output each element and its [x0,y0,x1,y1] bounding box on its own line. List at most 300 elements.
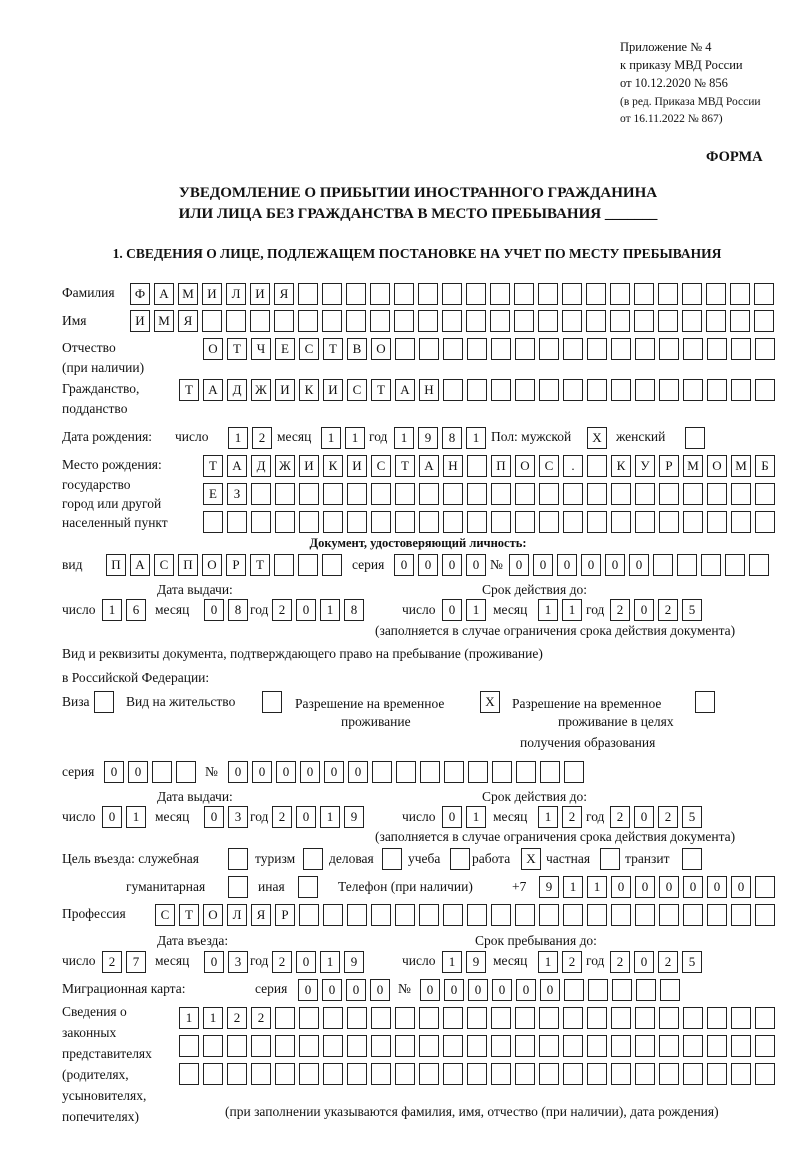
char-cell[interactable]: Р [226,554,246,576]
char-cell[interactable]: 0 [252,761,272,783]
char-cell[interactable]: Ф [130,283,150,305]
char-cell[interactable] [611,379,631,401]
char-cell[interactable]: 0 [324,761,344,783]
char-cell[interactable]: С [539,455,559,477]
char-cell[interactable] [491,1007,511,1029]
char-cell[interactable] [707,1035,727,1057]
char-cell[interactable] [683,483,703,505]
char-cell[interactable]: А [395,379,415,401]
char-cell[interactable]: 0 [540,979,560,1001]
char-cell[interactable] [394,310,414,332]
char-cell[interactable] [395,904,415,926]
checkbox[interactable] [600,848,620,870]
char-cell[interactable] [418,283,438,305]
char-cell[interactable] [516,761,536,783]
char-cell[interactable] [396,761,416,783]
char-cell[interactable] [706,310,726,332]
char-cell[interactable]: И [347,455,367,477]
char-cell[interactable] [491,338,511,360]
char-cell[interactable]: Т [227,338,247,360]
char-cell[interactable] [372,761,392,783]
char-cell[interactable]: И [202,283,222,305]
char-cell[interactable] [395,338,415,360]
char-cell[interactable] [346,283,366,305]
char-cell[interactable]: К [299,379,319,401]
char-cell[interactable] [755,483,775,505]
char-cell[interactable]: 9 [418,427,438,449]
char-cell[interactable]: 0 [629,554,649,576]
char-cell[interactable] [467,483,487,505]
char-cell[interactable] [371,483,391,505]
char-cell[interactable]: 0 [444,979,464,1001]
char-cell[interactable] [179,1035,199,1057]
char-cell[interactable]: И [299,455,319,477]
char-cell[interactable]: Д [227,379,247,401]
char-cell[interactable] [275,483,295,505]
char-cell[interactable] [323,1035,343,1057]
char-cell[interactable] [491,1035,511,1057]
char-cell[interactable] [443,904,463,926]
char-cell[interactable] [251,511,271,533]
char-cell[interactable] [226,310,246,332]
char-cell[interactable] [539,1035,559,1057]
char-cell[interactable]: К [323,455,343,477]
char-cell[interactable]: С [299,338,319,360]
char-cell[interactable] [611,1035,631,1057]
char-cell[interactable]: 0 [346,979,366,1001]
char-cell[interactable] [636,979,656,1001]
char-cell[interactable] [659,338,679,360]
char-cell[interactable]: 0 [204,951,224,973]
char-cell[interactable] [539,338,559,360]
char-cell[interactable] [275,1063,295,1085]
char-cell[interactable]: О [203,904,223,926]
char-cell[interactable]: 9 [344,951,364,973]
char-cell[interactable] [563,338,583,360]
char-cell[interactable]: А [203,379,223,401]
char-cell[interactable] [754,310,774,332]
char-cell[interactable]: 1 [587,876,607,898]
char-cell[interactable]: А [130,554,150,576]
char-cell[interactable]: 0 [370,979,390,1001]
char-cell[interactable] [467,904,487,926]
char-cell[interactable] [682,283,702,305]
char-cell[interactable] [395,511,415,533]
char-cell[interactable]: 0 [418,554,438,576]
char-cell[interactable] [491,1063,511,1085]
char-cell[interactable] [653,554,673,576]
char-cell[interactable] [371,1063,391,1085]
char-cell[interactable] [755,379,775,401]
char-cell[interactable]: 0 [509,554,529,576]
char-cell[interactable]: 2 [562,806,582,828]
char-cell[interactable]: Я [274,283,294,305]
char-cell[interactable]: 2 [102,951,122,973]
char-cell[interactable] [467,1007,487,1029]
char-cell[interactable]: Т [371,379,391,401]
char-cell[interactable]: 2 [251,1007,271,1029]
char-cell[interactable]: 2 [272,599,292,621]
char-cell[interactable]: Л [227,904,247,926]
char-cell[interactable] [683,511,703,533]
char-cell[interactable] [176,761,196,783]
char-cell[interactable]: 0 [322,979,342,1001]
char-cell[interactable] [251,483,271,505]
char-cell[interactable] [539,904,559,926]
char-cell[interactable]: И [130,310,150,332]
char-cell[interactable] [587,338,607,360]
char-cell[interactable] [587,511,607,533]
char-cell[interactable] [467,379,487,401]
checkbox[interactable] [228,876,248,898]
char-cell[interactable] [731,904,751,926]
char-cell[interactable]: 0 [442,806,462,828]
char-cell[interactable] [683,904,703,926]
char-cell[interactable] [152,761,172,783]
char-cell[interactable] [323,511,343,533]
char-cell[interactable] [683,1063,703,1085]
char-cell[interactable]: 0 [659,876,679,898]
char-cell[interactable]: 0 [635,876,655,898]
char-cell[interactable]: 0 [516,979,536,1001]
char-cell[interactable] [323,1063,343,1085]
char-cell[interactable]: О [515,455,535,477]
char-cell[interactable]: 2 [252,427,272,449]
char-cell[interactable]: 8 [344,599,364,621]
char-cell[interactable]: Л [226,283,246,305]
char-cell[interactable]: Т [203,455,223,477]
char-cell[interactable]: 0 [104,761,124,783]
char-cell[interactable] [731,511,751,533]
char-cell[interactable]: 0 [296,599,316,621]
char-cell[interactable] [395,483,415,505]
char-cell[interactable] [610,310,630,332]
char-cell[interactable] [683,338,703,360]
char-cell[interactable] [347,1035,367,1057]
checkbox[interactable] [303,848,323,870]
char-cell[interactable] [443,338,463,360]
char-cell[interactable] [514,310,534,332]
char-cell[interactable] [635,1007,655,1029]
char-cell[interactable] [443,1063,463,1085]
char-cell[interactable]: С [347,379,367,401]
char-cell[interactable]: 1 [179,1007,199,1029]
char-cell[interactable] [203,1063,223,1085]
checkbox[interactable] [228,848,248,870]
char-cell[interactable] [730,283,750,305]
char-cell[interactable]: 1 [228,427,248,449]
char-cell[interactable]: 1 [538,806,558,828]
char-cell[interactable] [562,310,582,332]
char-cell[interactable]: 0 [204,599,224,621]
char-cell[interactable] [515,1035,535,1057]
char-cell[interactable]: 9 [466,951,486,973]
char-cell[interactable] [755,1007,775,1029]
char-cell[interactable] [754,283,774,305]
char-cell[interactable] [466,310,486,332]
char-cell[interactable] [298,554,318,576]
char-cell[interactable] [659,511,679,533]
char-cell[interactable] [682,310,702,332]
char-cell[interactable] [370,283,390,305]
char-cell[interactable]: О [202,554,222,576]
char-cell[interactable] [562,283,582,305]
char-cell[interactable]: 0 [296,951,316,973]
char-cell[interactable]: М [683,455,703,477]
char-cell[interactable] [491,904,511,926]
char-cell[interactable]: 1 [320,951,340,973]
char-cell[interactable] [538,283,558,305]
char-cell[interactable]: 1 [538,951,558,973]
char-cell[interactable] [701,554,721,576]
char-cell[interactable]: А [154,283,174,305]
char-cell[interactable] [467,1063,487,1085]
char-cell[interactable]: 0 [581,554,601,576]
char-cell[interactable] [731,1035,751,1057]
char-cell[interactable] [515,904,535,926]
char-cell[interactable] [371,1007,391,1029]
char-cell[interactable]: И [250,283,270,305]
char-cell[interactable]: 1 [394,427,414,449]
char-cell[interactable]: 0 [442,554,462,576]
char-cell[interactable]: Т [395,455,415,477]
char-cell[interactable] [442,283,462,305]
char-cell[interactable]: Ч [251,338,271,360]
char-cell[interactable]: 3 [228,806,248,828]
char-cell[interactable] [274,554,294,576]
char-cell[interactable]: 5 [682,599,702,621]
char-cell[interactable] [299,904,319,926]
char-cell[interactable]: 0 [533,554,553,576]
char-cell[interactable]: Т [250,554,270,576]
char-cell[interactable] [323,1007,343,1029]
char-cell[interactable]: 2 [658,806,678,828]
checkbox[interactable] [695,691,715,713]
char-cell[interactable] [203,1035,223,1057]
char-cell[interactable]: 2 [610,599,630,621]
char-cell[interactable] [467,455,487,477]
char-cell[interactable]: С [154,554,174,576]
char-cell[interactable] [299,483,319,505]
char-cell[interactable]: 1 [126,806,146,828]
char-cell[interactable]: 8 [442,427,462,449]
char-cell[interactable]: 0 [228,761,248,783]
char-cell[interactable] [347,904,367,926]
char-cell[interactable] [707,904,727,926]
char-cell[interactable] [659,1063,679,1085]
char-cell[interactable] [563,483,583,505]
char-cell[interactable] [635,511,655,533]
char-cell[interactable]: 0 [707,876,727,898]
char-cell[interactable]: А [227,455,247,477]
char-cell[interactable]: 7 [126,951,146,973]
checkbox[interactable] [298,876,318,898]
char-cell[interactable]: А [419,455,439,477]
char-cell[interactable]: М [731,455,751,477]
char-cell[interactable]: П [106,554,126,576]
char-cell[interactable] [587,1063,607,1085]
char-cell[interactable] [491,511,511,533]
char-cell[interactable]: В [347,338,367,360]
char-cell[interactable] [179,1063,199,1085]
char-cell[interactable] [323,483,343,505]
char-cell[interactable]: 0 [731,876,751,898]
char-cell[interactable] [586,283,606,305]
char-cell[interactable]: 1 [320,599,340,621]
char-cell[interactable] [467,338,487,360]
char-cell[interactable]: Е [203,483,223,505]
char-cell[interactable]: 0 [466,554,486,576]
char-cell[interactable]: И [323,379,343,401]
char-cell[interactable]: 0 [204,806,224,828]
char-cell[interactable]: Ж [251,379,271,401]
char-cell[interactable] [659,904,679,926]
char-cell[interactable] [563,1035,583,1057]
char-cell[interactable] [539,1007,559,1029]
char-cell[interactable] [299,511,319,533]
char-cell[interactable] [227,1035,247,1057]
char-cell[interactable] [442,310,462,332]
char-cell[interactable]: 2 [227,1007,247,1029]
char-cell[interactable]: И [275,379,295,401]
char-cell[interactable]: Н [419,379,439,401]
char-cell[interactable] [635,338,655,360]
char-cell[interactable]: Ж [275,455,295,477]
char-cell[interactable] [634,283,654,305]
char-cell[interactable] [677,554,697,576]
char-cell[interactable] [564,761,584,783]
char-cell[interactable] [659,483,679,505]
char-cell[interactable] [443,511,463,533]
char-cell[interactable] [298,283,318,305]
char-cell[interactable]: 1 [538,599,558,621]
char-cell[interactable] [443,483,463,505]
char-cell[interactable]: Р [275,904,295,926]
char-cell[interactable] [755,1063,775,1085]
char-cell[interactable] [707,511,727,533]
char-cell[interactable] [563,379,583,401]
char-cell[interactable] [322,310,342,332]
char-cell[interactable] [420,761,440,783]
char-cell[interactable] [755,904,775,926]
char-cell[interactable] [683,1035,703,1057]
char-cell[interactable] [634,310,654,332]
char-cell[interactable] [322,554,342,576]
char-cell[interactable] [419,1007,439,1029]
char-cell[interactable]: Д [251,455,271,477]
checkbox[interactable] [262,691,282,713]
char-cell[interactable] [731,1007,751,1029]
char-cell[interactable]: 0 [348,761,368,783]
char-cell[interactable]: 0 [102,806,122,828]
char-cell[interactable] [610,283,630,305]
char-cell[interactable] [635,1063,655,1085]
char-cell[interactable]: 0 [276,761,296,783]
char-cell[interactable]: 2 [610,951,630,973]
char-cell[interactable]: . [563,455,583,477]
char-cell[interactable] [515,1007,535,1029]
char-cell[interactable] [731,1063,751,1085]
char-cell[interactable] [419,511,439,533]
char-cell[interactable] [659,379,679,401]
char-cell[interactable] [274,310,294,332]
char-cell[interactable] [275,1007,295,1029]
char-cell[interactable]: 0 [634,599,654,621]
char-cell[interactable] [635,379,655,401]
char-cell[interactable]: 1 [320,806,340,828]
checkbox[interactable]: X [587,427,607,449]
char-cell[interactable] [347,483,367,505]
char-cell[interactable]: 9 [344,806,364,828]
char-cell[interactable] [564,979,584,1001]
checkbox[interactable] [94,691,114,713]
char-cell[interactable] [298,310,318,332]
char-cell[interactable] [371,511,391,533]
char-cell[interactable] [731,338,751,360]
char-cell[interactable]: 9 [539,876,559,898]
char-cell[interactable]: К [611,455,631,477]
char-cell[interactable] [563,511,583,533]
char-cell[interactable]: 5 [682,951,702,973]
char-cell[interactable] [251,1035,271,1057]
char-cell[interactable]: 0 [634,806,654,828]
char-cell[interactable] [659,1007,679,1029]
char-cell[interactable]: Т [179,379,199,401]
char-cell[interactable]: 0 [442,599,462,621]
char-cell[interactable] [444,761,464,783]
char-cell[interactable]: 1 [321,427,341,449]
char-cell[interactable] [612,979,632,1001]
char-cell[interactable] [515,1063,535,1085]
char-cell[interactable] [611,338,631,360]
char-cell[interactable] [563,1063,583,1085]
char-cell[interactable] [443,379,463,401]
char-cell[interactable] [492,761,512,783]
char-cell[interactable] [611,511,631,533]
char-cell[interactable] [419,904,439,926]
char-cell[interactable] [419,1063,439,1085]
char-cell[interactable]: У [635,455,655,477]
char-cell[interactable] [227,511,247,533]
char-cell[interactable]: 0 [420,979,440,1001]
char-cell[interactable] [443,1035,463,1057]
char-cell[interactable] [587,483,607,505]
char-cell[interactable] [395,1035,415,1057]
char-cell[interactable]: Т [323,338,343,360]
char-cell[interactable] [202,310,222,332]
char-cell[interactable]: 6 [126,599,146,621]
char-cell[interactable] [467,511,487,533]
char-cell[interactable] [467,1035,487,1057]
char-cell[interactable] [587,1007,607,1029]
char-cell[interactable]: 1 [466,599,486,621]
char-cell[interactable]: М [178,283,198,305]
char-cell[interactable] [587,904,607,926]
char-cell[interactable]: 0 [128,761,148,783]
char-cell[interactable] [515,338,535,360]
checkbox[interactable] [682,848,702,870]
char-cell[interactable]: 1 [466,427,486,449]
char-cell[interactable] [611,483,631,505]
char-cell[interactable] [725,554,745,576]
char-cell[interactable] [203,511,223,533]
char-cell[interactable] [635,1035,655,1057]
char-cell[interactable] [731,379,751,401]
char-cell[interactable] [731,483,751,505]
char-cell[interactable] [419,483,439,505]
char-cell[interactable]: 0 [683,876,703,898]
char-cell[interactable]: С [371,455,391,477]
